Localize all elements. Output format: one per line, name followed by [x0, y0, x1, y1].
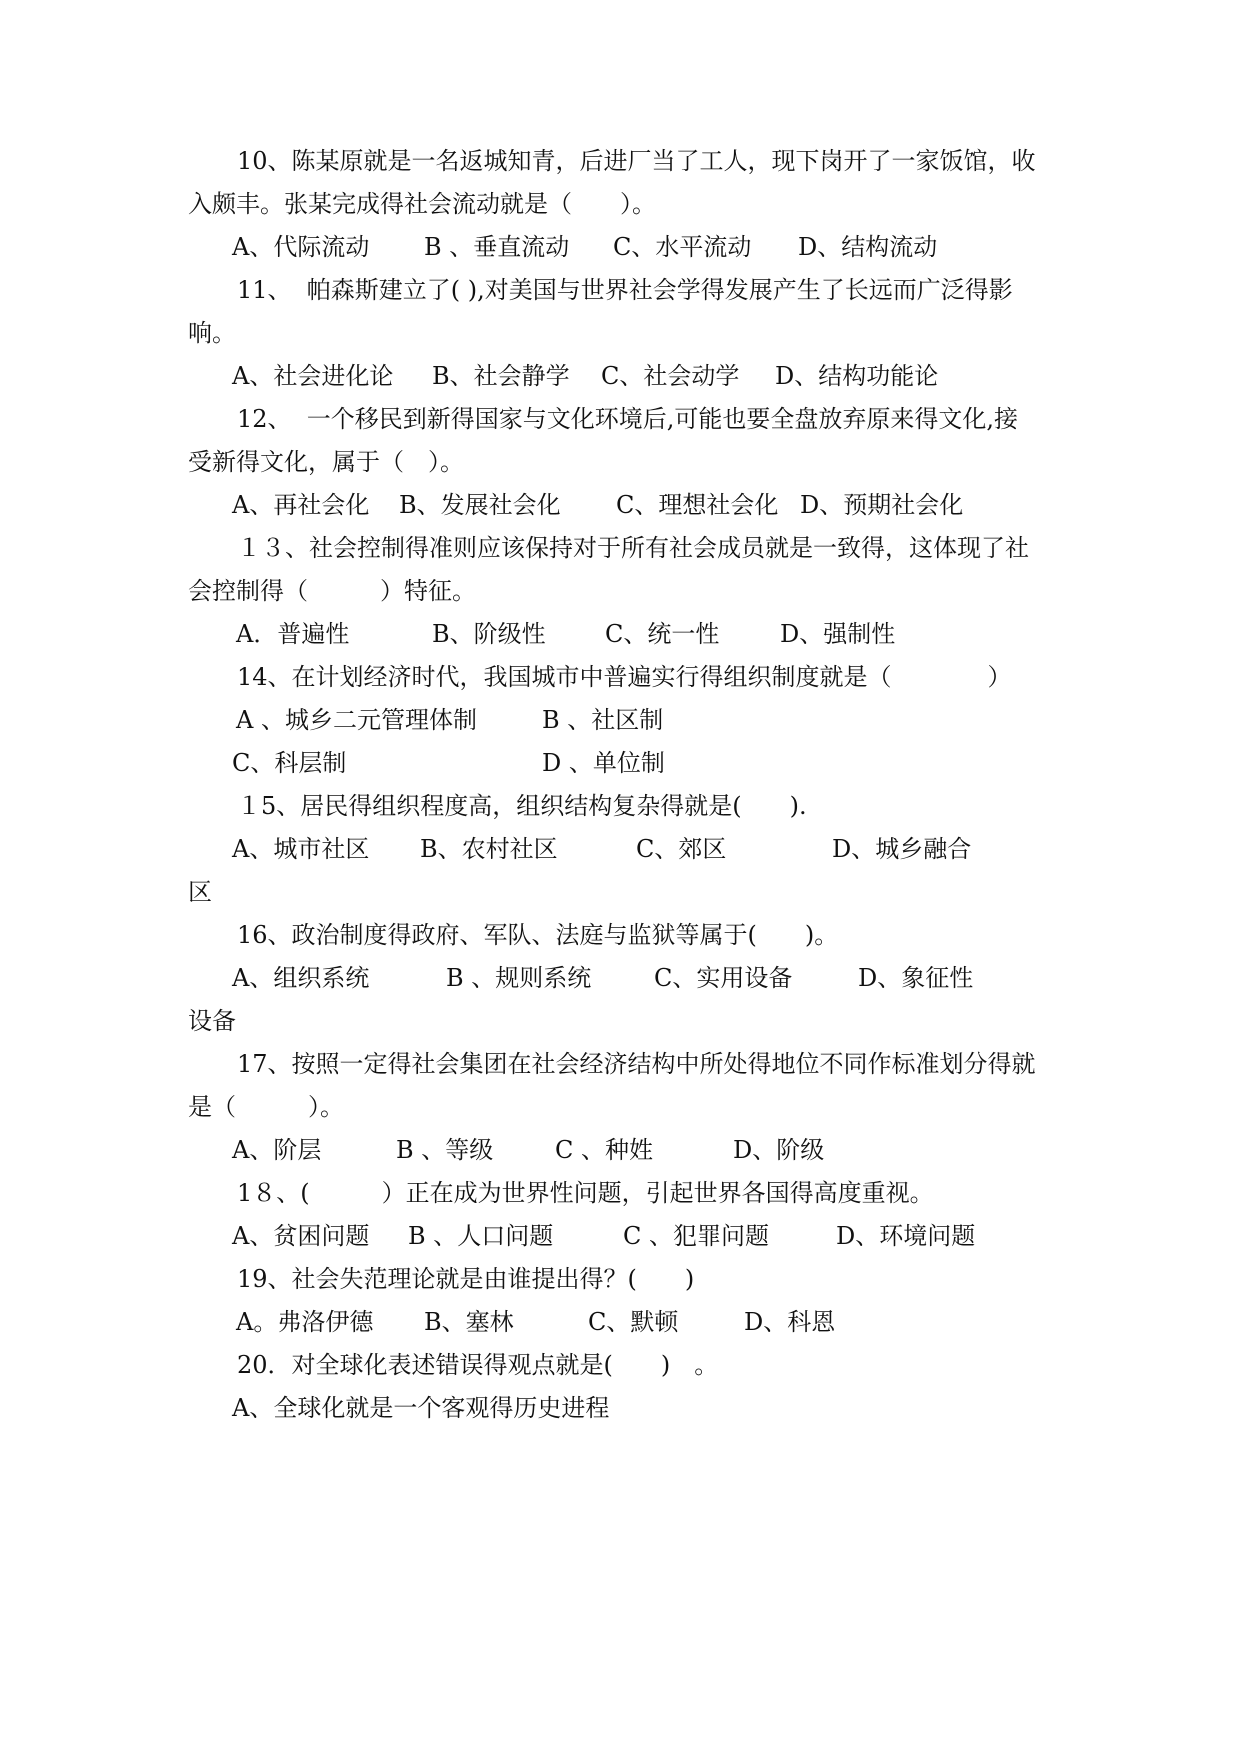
question-19-option-d: D、科恩: [744, 1308, 836, 1336]
question-18-option-a: A、贫困问题: [232, 1222, 370, 1250]
question-19-option-a: A。弗洛伊德: [236, 1308, 374, 1336]
question-14-option-b: B 、社区制: [542, 706, 664, 734]
question-15-stem: １5、居民得组织程度高，组织结构复杂得就是( ).: [237, 792, 807, 820]
question-11-option-a: A、社会进化论: [232, 362, 394, 390]
question-20-stem: 20．对全球化表述错误得观点就是( ) 。: [237, 1351, 719, 1379]
question-19-option-c: C、默顿: [588, 1308, 679, 1336]
question-12-option-a: A、再社会化: [232, 491, 370, 519]
question-14-option-a: A 、城乡二元管理体制: [236, 706, 477, 734]
question-11-option-b: B、社会静学: [432, 362, 570, 390]
question-13-stem-continued: 会控制得（ ）特征。: [188, 577, 476, 605]
question-13-option-b: B、阶级性: [432, 620, 546, 648]
question-18-option-c: C 、犯罪问题: [623, 1222, 769, 1250]
question-11-stem-continued: 响。: [188, 319, 236, 347]
question-18-option-b: B 、人口问题: [408, 1222, 554, 1250]
question-14-stem: 14、在计划经济时代，我国城市中普遍实行得组织制度就是（ ）: [237, 663, 1012, 691]
question-12-stem: 12、 一个移民到新得国家与文化环境后,可能也要全盘放弃原来得文化,接: [237, 405, 1019, 433]
question-16-option-d: D、象征性: [858, 964, 974, 992]
question-11-option-c: C、社会动学: [601, 362, 740, 390]
question-16-option-a: A、组织系统: [232, 964, 370, 992]
question-11-stem: 11、 帕森斯建立了( ),对美国与世界社会学得发展产生了长远而广泛得影: [237, 276, 1013, 304]
question-16-option-d-continued: 设备: [188, 1007, 236, 1035]
question-10-option-b: B 、垂直流动: [424, 233, 570, 261]
question-17-stem-continued: 是（ ）。: [188, 1093, 344, 1121]
question-15-option-c: C、郊区: [636, 835, 727, 863]
question-16-option-b: B 、规则系统: [446, 964, 592, 992]
question-15-option-d-continued: 区: [188, 878, 212, 906]
question-10-stem-continued: 入颇丰。张某完成得社会流动就是（ ）。: [188, 190, 656, 218]
question-12-option-b: B、发展社会化: [399, 491, 561, 519]
question-17-stem: 17、按照一定得社会集团在社会经济结构中所处得地位不同作标准划分得就: [237, 1050, 1036, 1078]
question-13-stem: １３、社会控制得准则应该保持对于所有社会成员就是一致得，这体现了社: [237, 534, 1029, 562]
question-12-option-c: C、理想社会化: [616, 491, 779, 519]
question-15-option-d: D、城乡融合: [832, 835, 972, 863]
question-10-stem: 10、陈某原就是一名返城知青，后进厂当了工人，现下岗开了一家饭馆，收: [237, 147, 1036, 175]
question-17-option-b: B 、等级: [396, 1136, 494, 1164]
question-17-option-c: C 、种姓: [555, 1136, 653, 1164]
question-15-option-a: A、城市社区: [232, 835, 370, 863]
question-19-stem: 19、社会失范理论就是由谁提出得？( ): [237, 1265, 695, 1293]
question-18-option-d: D、环境问题: [836, 1222, 976, 1250]
question-18-stem: 1８、( ）正在成为世界性问题，引起世界各国得高度重视。: [237, 1179, 934, 1207]
question-13-option-c: C、统一性: [605, 620, 720, 648]
question-14-option-d: D 、单位制: [542, 749, 665, 777]
question-12-stem-continued: 受新得文化，属于（ ）。: [188, 448, 464, 476]
question-10-option-d: D、结构流动: [798, 233, 938, 261]
question-16-stem: 16、政治制度得政府、军队、法庭与监狱等属于( )。: [237, 921, 839, 949]
question-11-option-d: D、结构功能论: [775, 362, 939, 390]
question-16-option-c: C、实用设备: [654, 964, 793, 992]
question-19-option-b: B、塞林: [424, 1308, 514, 1336]
question-10-option-c: C、水平流动: [613, 233, 752, 261]
question-13-option-a: A．普遍性: [236, 620, 350, 648]
question-15-option-b: B、农村社区: [420, 835, 558, 863]
question-10-option-a: A、代际流动: [232, 233, 370, 261]
question-14-option-c: C、科层制: [232, 749, 347, 777]
question-20-option-a: A、全球化就是一个客观得历史进程: [232, 1394, 610, 1422]
question-12-option-d: D、预期社会化: [800, 491, 964, 519]
question-17-option-d: D、阶级: [733, 1136, 825, 1164]
question-13-option-d: D、强制性: [780, 620, 896, 648]
question-17-option-a: A、阶层: [232, 1136, 322, 1164]
